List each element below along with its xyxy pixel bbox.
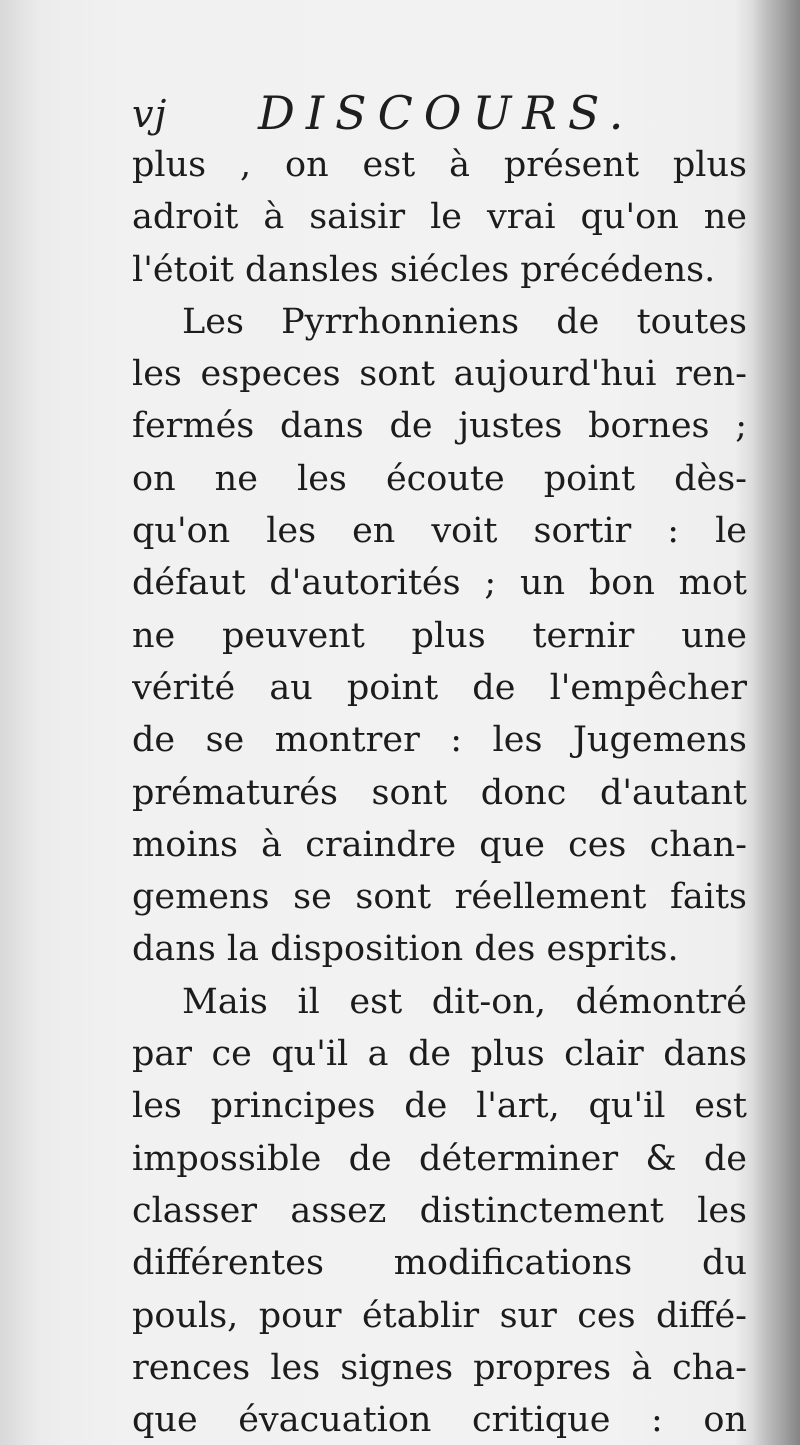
text-line: prématurés sont donc d'autant bbox=[132, 772, 747, 813]
text-line: on ne les écoute point dès- bbox=[132, 458, 747, 499]
text-line: dans la disposition des esprits. bbox=[132, 929, 679, 970]
page-number: vj bbox=[132, 92, 168, 136]
text-line: différentes modifications du bbox=[132, 1243, 747, 1284]
text-line: pouls, pour établir sur ces diffé- bbox=[132, 1295, 747, 1336]
text-line: rences les signes propres à cha- bbox=[132, 1347, 747, 1388]
page-header bbox=[128, 84, 688, 144]
body-text bbox=[132, 139, 747, 1445]
text-line: Les Pyrrhonniens de toutes bbox=[182, 301, 747, 342]
text-line: gemens se sont réellement faits bbox=[132, 877, 747, 918]
text-line: de se montrer : les Jugemens bbox=[132, 720, 747, 761]
text-line: que évacuation critique : on bbox=[132, 1400, 747, 1441]
text-line: ne peuvent plus ternir une bbox=[132, 615, 747, 656]
text-line: l'étoit dansles siécles précédens. bbox=[132, 249, 716, 290]
text-line: par ce qu'il a de plus clair dans bbox=[132, 1034, 747, 1075]
text-line: moins à craindre que ces chan- bbox=[132, 824, 747, 865]
gutter-shadow bbox=[752, 0, 800, 1445]
text-line: qu'on les en voit sortir : le bbox=[132, 511, 747, 552]
text-line: adroit à saisir le vrai qu'on ne bbox=[132, 197, 747, 238]
text-line: les especes sont aujourd'hui ren- bbox=[132, 354, 747, 395]
text-line: classer assez distinctement les bbox=[132, 1190, 747, 1231]
text-line: fermés dans de justes bornes ; bbox=[132, 406, 747, 447]
text-line: vérité au point de l'empêcher bbox=[132, 667, 747, 708]
text-line: Mais il est dit-on, démontré bbox=[182, 981, 747, 1022]
text-line: défaut d'autorités ; un bon mot bbox=[132, 563, 747, 604]
running-head: DISCOURS. bbox=[258, 86, 635, 140]
text-line: les principes de l'art, qu'il est bbox=[132, 1086, 747, 1127]
text-line: impossible de déterminer & de bbox=[132, 1138, 747, 1179]
text-line: plus , on est à présent plus bbox=[132, 145, 747, 185]
